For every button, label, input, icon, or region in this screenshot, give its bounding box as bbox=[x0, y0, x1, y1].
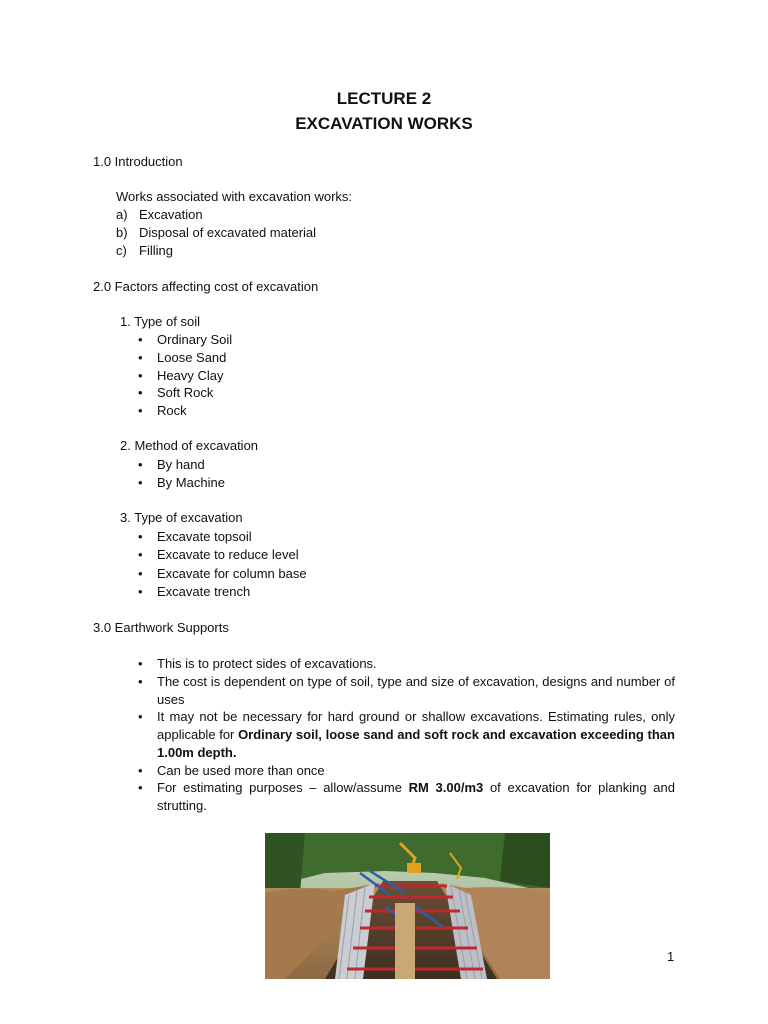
list-marker: b) bbox=[116, 225, 128, 240]
list-item: • Rock bbox=[157, 402, 187, 420]
document-title: LECTURE 2 bbox=[336, 89, 432, 108]
list-item: • Excavate for column base bbox=[157, 565, 307, 583]
document-subtitle: EXCAVATION WORKS bbox=[295, 114, 473, 133]
list-item-text: Excavation bbox=[139, 207, 203, 222]
page-number: 1 bbox=[667, 949, 675, 964]
bold-text: RM 3.00/m3 bbox=[408, 780, 484, 795]
list-item: • This is to protect sides of excavations. bbox=[157, 655, 377, 673]
list-item-text: Filling bbox=[139, 243, 173, 258]
list-item: • Ordinary Soil bbox=[157, 331, 232, 349]
list-item: • By Machine bbox=[157, 474, 225, 492]
list-marker: a) bbox=[116, 207, 128, 222]
list-item: • The cost is dependent on type of soil, type and size of excavation, designs and number of uses bbox=[157, 673, 675, 709]
list-item-text: Disposal of excavated material bbox=[139, 225, 317, 240]
section-1-heading: 1.0 Introduction bbox=[93, 154, 183, 169]
section-2-heading: 2.0 Factors affecting cost of excavation bbox=[93, 279, 319, 294]
list-item: • For estimating purposes – allow/assume RM 3.00/m3 of excavation for planking and strutting. bbox=[157, 779, 675, 815]
bold-text: Ordinary soil, loose sand and soft rock and excavation exceeding than 1.00m depth. bbox=[157, 727, 675, 760]
group-title-soil: 1. Type of soil bbox=[120, 314, 200, 329]
list-item: • Excavate to reduce level bbox=[157, 546, 299, 564]
group-title-type: 3. Type of excavation bbox=[120, 510, 243, 525]
list-marker: c) bbox=[116, 243, 127, 258]
list-item: • Excavate topsoil bbox=[157, 528, 252, 546]
group-title-method: 2. Method of excavation bbox=[120, 438, 259, 453]
list-item: • Soft Rock bbox=[157, 384, 213, 402]
section-3-heading: 3.0 Earthwork Supports bbox=[93, 620, 229, 635]
list-item bbox=[116, 242, 127, 260]
list-item: • Can be used more than once bbox=[157, 762, 325, 780]
list-item: • Excavate trench bbox=[157, 583, 250, 601]
list-item: • By hand bbox=[157, 456, 205, 474]
list-item bbox=[116, 224, 128, 242]
list-item bbox=[116, 206, 128, 224]
list-item: • Heavy Clay bbox=[157, 367, 223, 385]
trench-support-photo bbox=[265, 833, 550, 979]
section-1-intro: Works associated with excavation works: bbox=[116, 189, 353, 204]
list-item: • Loose Sand bbox=[157, 349, 226, 367]
list-item: • It may not be necessary for hard ground or shallow excavations. Estimating rules, only applicable for Ordinary soil, loose sand and soft rock and excavation exceeding than 1.00m depth. bbox=[157, 708, 675, 762]
